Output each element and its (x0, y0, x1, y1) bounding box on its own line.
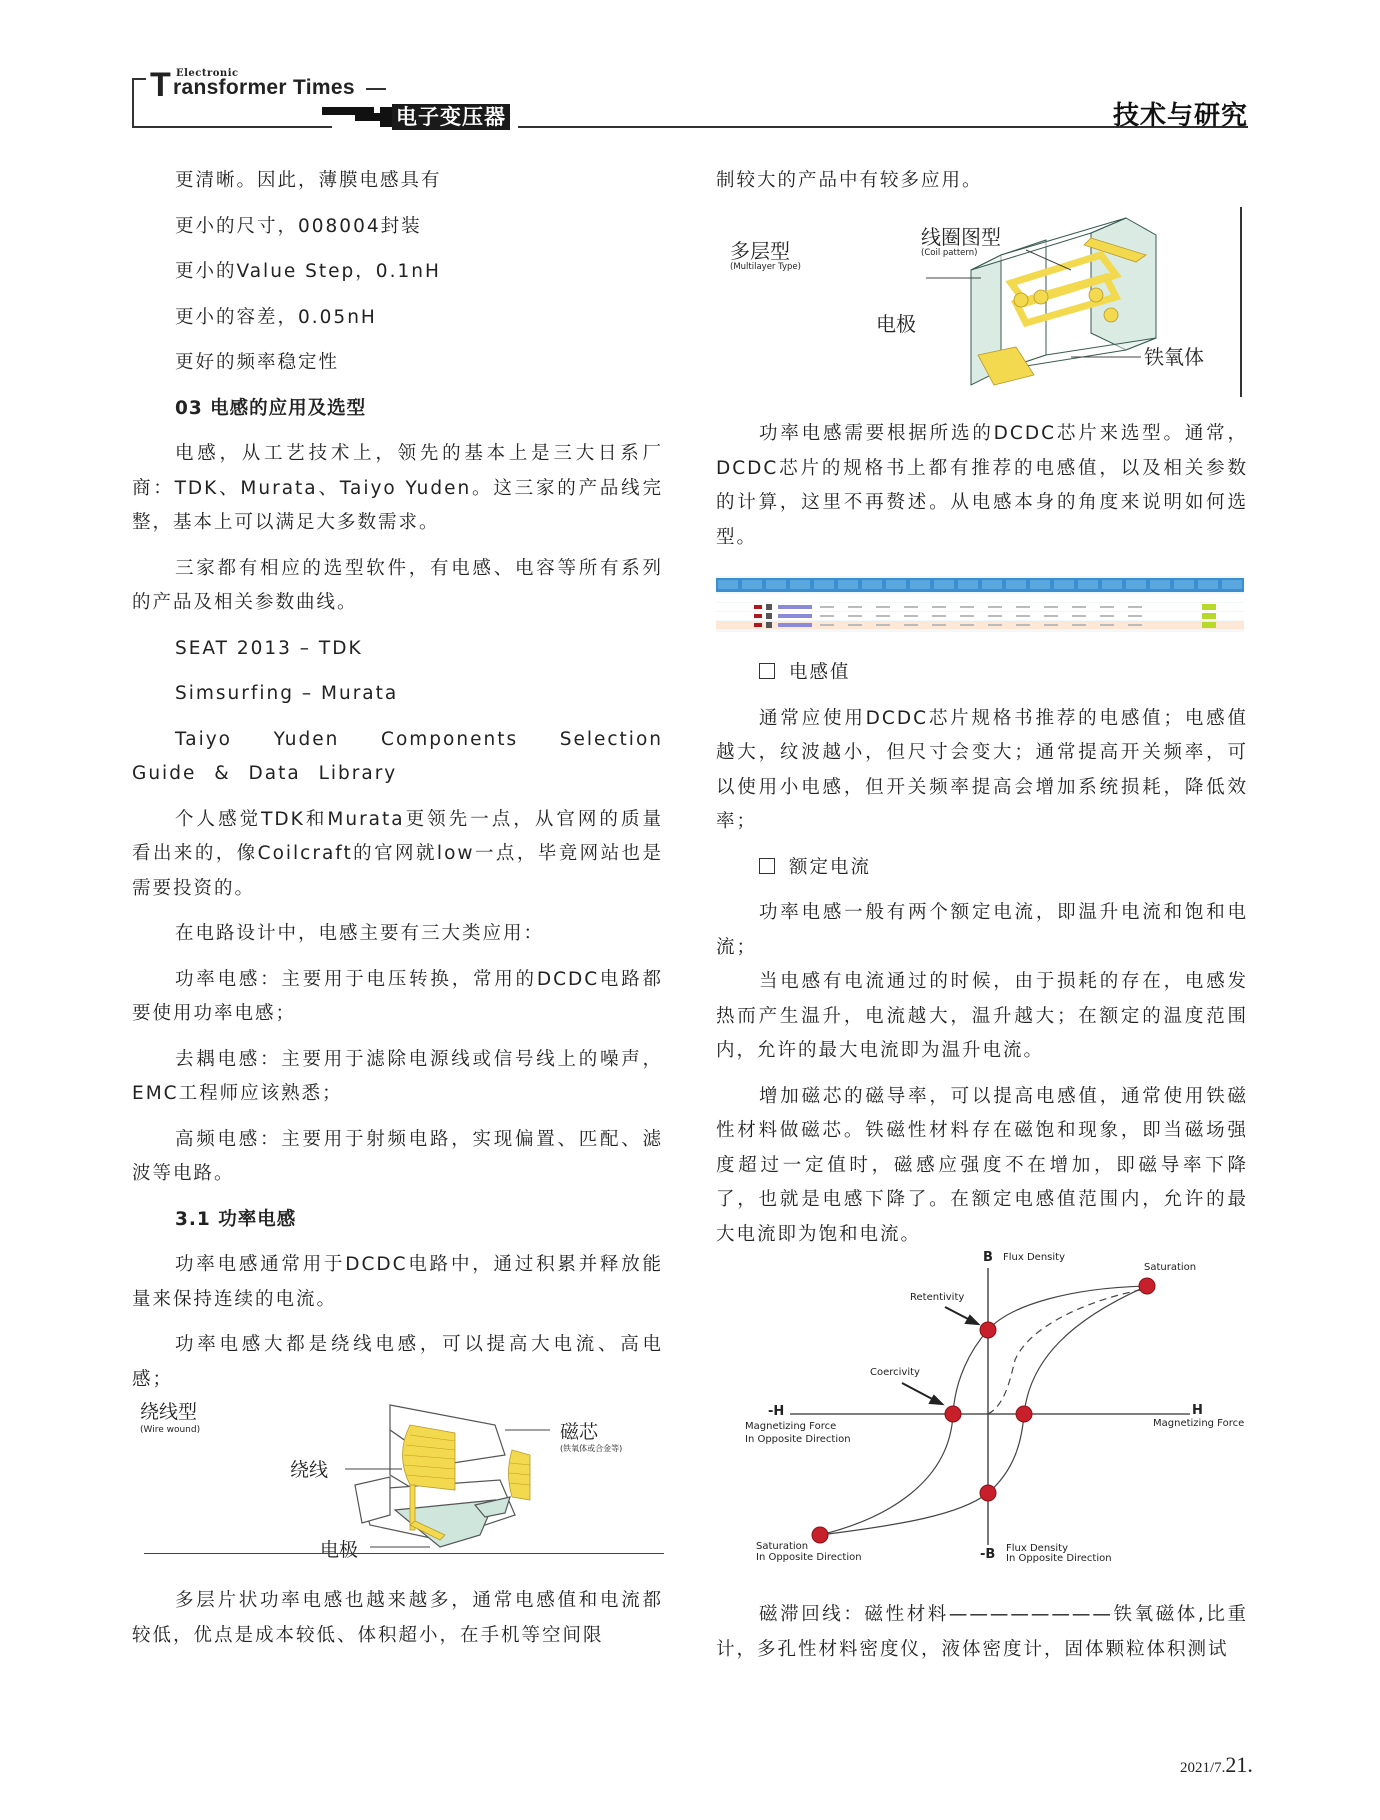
table-header-cell (766, 580, 786, 589)
list-item: 更小的尺寸，008004封装 (175, 215, 422, 237)
page-number: 21 (1225, 1752, 1248, 1777)
table-cell-value (1044, 624, 1058, 626)
initial-magnetization-curve (988, 1290, 1140, 1414)
table-header-cell (1030, 580, 1050, 589)
table-header-cell (718, 580, 738, 589)
positive-coercivity-marker (1016, 1406, 1032, 1422)
table-cell-value (1016, 624, 1030, 626)
table-status-badge (1202, 604, 1216, 610)
table-cell-value (820, 624, 834, 626)
retentivity-label: Retentivity (910, 1292, 965, 1303)
label-wire: 绕线 (290, 1459, 329, 1481)
issue-date: 2021/7. (1180, 1760, 1226, 1776)
table-header-cell (1054, 580, 1074, 589)
neg-h-description (745, 1420, 851, 1446)
table-cell-value (1100, 615, 1114, 617)
list-item: 更好的频率稳定性 (175, 352, 340, 373)
neg-b-label-line: In Opposite Direction (1006, 1553, 1112, 1564)
table-cell-value (1128, 615, 1142, 617)
table-brand-mark (754, 605, 762, 609)
neg-saturation-label-line: Saturation (756, 1541, 809, 1552)
logo-small-text: Electronic (176, 68, 239, 79)
tool-item: SEAT 2013 – TDK (175, 637, 363, 659)
list-item: 更小的Value Step，0.1nH (175, 261, 441, 282)
table-header-cell (934, 580, 954, 589)
paragraph: 功率电感通常用于DCDC电路中，通过积累并释放能量来保持连续的电流。 (132, 1254, 663, 1310)
table-cell-value (1072, 624, 1086, 626)
left-column (132, 164, 663, 1397)
table-cell-value (820, 615, 834, 617)
section-heading: 3.1 功率电感 (175, 1208, 297, 1230)
table-cell-value (1044, 615, 1058, 617)
table-cell-value (932, 606, 946, 608)
table-cell-value (1044, 606, 1058, 608)
checkbox-heading (716, 656, 1248, 691)
section-title: 技术与研究 (1112, 101, 1248, 131)
table-header-cell (1222, 580, 1242, 589)
figure-subtitle: (Multilayer Type) (730, 262, 801, 272)
table-header-cell (1102, 580, 1122, 589)
table-cell-value (1128, 606, 1142, 608)
table-part-link (778, 605, 812, 609)
table-cell-value (988, 624, 1002, 626)
label-coil-pattern-subtitle: (Coil pattern) (921, 248, 978, 258)
label-ferrite: 铁氧体 (1144, 345, 1204, 369)
table-header-cell (886, 580, 906, 589)
header-rule (132, 126, 332, 128)
table-brand-mark (754, 623, 762, 627)
table-header-cell (814, 580, 834, 589)
label-electrode: 电极 (320, 1539, 359, 1561)
logo-chinese (392, 104, 510, 153)
table-header-cell (1078, 580, 1098, 589)
arrow-coercivity (902, 1383, 936, 1401)
paragraph: 增加磁芯的磁导率，可以提高电感值，通常使用铁磁性材料做磁芯。铁磁性材料存在磁饱和现象，即当磁场强度超过一定值时，磁感应强度不在增加，即磁导率下降了，也就是电感下降了。在额定电感值范围内，允许的最大电流即为饱和电流。 (716, 1085, 1248, 1245)
table-header-cell (838, 580, 858, 589)
label-electrode: 电极 (876, 312, 916, 336)
paragraph: 多层片状功率电感也越来越多，通常电感值和电流都较低，优点是成本较低、体积超小，在手机等空间限 (132, 1590, 663, 1646)
table-cell-value (848, 606, 862, 608)
table-header-cell (1126, 580, 1146, 589)
paragraph: 三家都有相应的选型软件，有电感、电容等所有系列的产品及相关参数曲线。 (132, 557, 663, 613)
retentivity-marker (980, 1322, 996, 1338)
table-cell-value (1072, 606, 1086, 608)
logo-chinese-text: 电子变压器 (396, 105, 506, 129)
h-axis-label: H (1192, 1403, 1203, 1418)
right-column-middle (716, 417, 1248, 555)
paragraph: 功率电感：主要用于电压转换，常用的DCDC电路都要使用功率电感； (132, 968, 663, 1024)
neg-b-description (1006, 1544, 1112, 1564)
figure-wire-wound-inductor (140, 1385, 664, 1561)
table-header-cell (862, 580, 882, 589)
table-cell-value (876, 624, 890, 626)
table-header-cell (1198, 580, 1218, 589)
figure-rule (1240, 207, 1242, 397)
coercivity-label: Coercivity (870, 1367, 920, 1378)
neg-h-label-line: Magnetizing Force (745, 1421, 837, 1432)
table-cell-value (848, 624, 862, 626)
table-cell-value (876, 606, 890, 608)
checkbox-heading-text: 额定电流 (789, 856, 872, 878)
table-cell-value (1016, 615, 1030, 617)
table-cell-value (904, 606, 918, 608)
table-cell-value (904, 624, 918, 626)
section-heading: 03 电感的应用及选型 (175, 397, 367, 419)
neg-saturation-label-line: In Opposite Direction (756, 1552, 862, 1563)
table-cell-value (820, 606, 834, 608)
tool-item: Simsurfing – Murata (175, 683, 399, 704)
neg-saturation-description (756, 1541, 862, 1563)
neg-h-axis-label: -H (768, 1404, 785, 1419)
paragraph: 高频电感：主要用于射频电路，实现偏置、匹配、滤波等电路。 (132, 1128, 663, 1184)
logo-chinese-tag: 专辑 (396, 135, 404, 153)
table-cell-value (1072, 615, 1086, 617)
paragraph: 当电感有电流通过的时候，由于损耗的存在，电感发热而产生温升，电流越大，温升越大；在额定的温度范围内，允许的最大电流即为温升电流。 (716, 971, 1248, 1061)
table-cell-value (904, 615, 918, 617)
right-column-top (716, 164, 1248, 199)
table-cell-value (932, 615, 946, 617)
header-rule (366, 88, 386, 90)
table-brand-mark (754, 614, 762, 618)
checkbox-square-icon (759, 663, 775, 679)
label-core-subtitle: (铁氧体或合金等) (560, 1444, 623, 1453)
table-cell-value (848, 615, 862, 617)
paragraph: 制较大的产品中有较多应用。 (716, 170, 983, 191)
table-cell-value (960, 615, 974, 617)
table-header-cell (790, 580, 810, 589)
figure-subtitle: (Wire wound) (140, 1425, 201, 1435)
paragraph: 通常应使用DCDC芯片规格书推荐的电感值；电感值越大，纹波越小，但尺寸会变大；通常提高开关频率，可以使用小电感，但开关频率提高会增加系统损耗，降低效率； (716, 707, 1248, 832)
paragraph: 功率电感需要根据所选的DCDC芯片来选型。通常，DCDC芯片的规格书上都有推荐的电感值，以及相关参数的计算，这里不再赘述。从电感本身的角度来说明如何选型。 (716, 423, 1248, 548)
neg-b-axis-label: -B (980, 1547, 996, 1562)
flux-density-label: Flux Density (1003, 1252, 1065, 1263)
table-part-link (778, 623, 812, 627)
neg-b-label-line: Flux Density (1006, 1543, 1068, 1554)
checkbox-heading-text: 电感值 (789, 662, 851, 683)
figure-hysteresis-loop (740, 1250, 1260, 1570)
right-column-lower (716, 656, 1248, 1252)
page-number-dot: . (1247, 1752, 1253, 1777)
arrow-head (966, 1316, 978, 1324)
paragraph: 功率电感一般有两个额定电流，即温升电流和饱和电流； (716, 902, 1248, 958)
paragraph: 功率电感大都是绕线电感，可以提高大电流、高电感； (132, 1334, 663, 1390)
table-sort-row (716, 594, 1244, 602)
arrow-head (930, 1396, 942, 1404)
paragraph: 去耦电感：主要用于滤除电源线或信号线上的噪声，EMC工程师应该熟悉； (132, 1048, 663, 1104)
paragraph: 电感，从工艺技术上，领先的基本上是三大日系厂商：TDK、Murata、Taiyo Yuden。这三家的产品线完整，基本上可以满足大多数需求。 (132, 443, 663, 533)
left-column-bottom (132, 1584, 663, 1653)
tool-item: Taiyo Yuden Components Selection Guide & Data Library (132, 728, 663, 784)
selection-table-graphic (716, 576, 1244, 632)
right-column-bottom (716, 1598, 1248, 1667)
figure-multilayer-inductor (716, 205, 1236, 400)
table-cell-value (988, 615, 1002, 617)
table-cell-value (960, 624, 974, 626)
table-part-icon (766, 604, 772, 610)
paragraph: 磁滞回线：磁性材料————————铁氧磁体,比重计，多孔性材料密度仪，液体密度计，固体颗粒体积测试 (716, 1604, 1248, 1660)
table-cell-value (1100, 624, 1114, 626)
table-part-link (778, 614, 812, 618)
checkbox-heading (716, 851, 1248, 886)
saturation-marker (1139, 1278, 1155, 1294)
paragraph: 在电路设计中，电感主要有三大类应用： (175, 923, 545, 944)
table-cell-value (960, 606, 974, 608)
table-header-cell (1150, 580, 1170, 589)
table-part-icon (766, 613, 772, 619)
table-header-cell (982, 580, 1002, 589)
table-status-badge (1202, 613, 1216, 619)
b-axis-label: B (983, 1250, 993, 1265)
table-cell-value (1128, 624, 1142, 626)
table-cell-value (1016, 606, 1030, 608)
table-cell-value (932, 624, 946, 626)
table-cell-value (1100, 606, 1114, 608)
label-core: 磁芯 (560, 1421, 599, 1443)
table-status-badge (1202, 622, 1216, 628)
negative-retentivity-marker (980, 1485, 996, 1501)
magnetizing-force-label: Magnetizing Force (1153, 1418, 1245, 1429)
table-header-cell (1006, 580, 1026, 589)
paragraph: 更清晰。因此，薄膜电感具有 (175, 170, 442, 191)
header-rule (132, 78, 138, 128)
table-cell-value (876, 615, 890, 617)
label-coil-pattern: 线圈图型 (921, 225, 1001, 249)
table-header-cell (958, 580, 978, 589)
neg-h-label-line: In Opposite Direction (745, 1434, 851, 1445)
figure-rule (144, 1553, 664, 1554)
logo-text: ransformer Times (173, 76, 355, 99)
table-header-cell (1174, 580, 1194, 589)
page-footer (1180, 1752, 1253, 1778)
list-item: 更小的容差，0.05nH (175, 306, 377, 328)
table-header-cell (910, 580, 930, 589)
figure-title: 绕线型 (140, 1401, 198, 1423)
table-part-icon (766, 622, 772, 628)
selection-table-image (716, 576, 1244, 632)
paragraph: 个人感觉TDK和Murata更领先一点，从官网的质量看出来的，像Coilcraft的官网就low一点，毕竟网站也是需要投资的。 (132, 808, 663, 899)
logo-letter: T (150, 66, 171, 104)
table-cell-value (988, 606, 1002, 608)
coercivity-marker (945, 1406, 961, 1422)
table-header-cell (742, 580, 762, 589)
figure-title: 多层型 (730, 239, 790, 263)
saturation-label: Saturation (1144, 1262, 1197, 1273)
checkbox-square-icon (759, 858, 775, 874)
